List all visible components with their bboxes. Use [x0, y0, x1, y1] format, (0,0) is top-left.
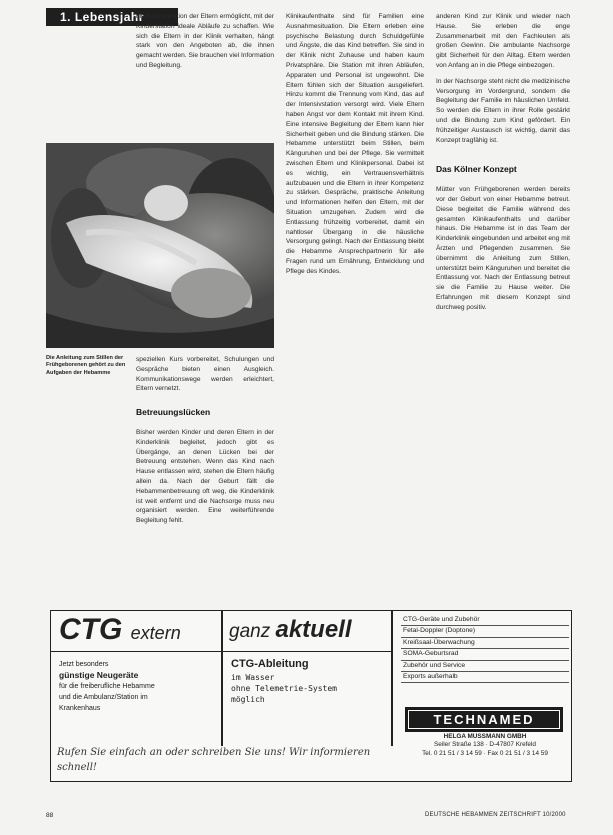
- divider: [221, 611, 223, 746]
- ad-feature: [231, 657, 386, 705]
- list-item: Zubehör und Service: [401, 661, 569, 672]
- photo-caption: Die Anleitung zum Stillen der Frühgeborenen gehört zu den Aufgaben der Hebamme: [46, 355, 126, 376]
- ad-ctg-logo: [59, 613, 181, 647]
- paragraph: speziellen Kurs vorbereitet, Schulungen und Gespräche bieten einen Ausgleich. Kommunikationswege werden erleichtert, Eltern vernetzt.: [136, 356, 274, 393]
- divider: [391, 611, 393, 746]
- feature-line: ohne Telemetrie-System: [231, 684, 337, 693]
- company-phone: Tel. 0 21 51 / 3 14 59 · Fax 0 21 51 / 3 14 59: [422, 749, 548, 757]
- ganz-text: ganz: [229, 621, 271, 642]
- paragraph: Klinikaufenthalte sind für Familien eine Ausnahmesituation. Die Eltern erleben eine psychische Belastung durch Schuldgefühle und Ängste, die das Kind betreffen. Sie sind in der Klinik nicht Zuhause und haben kaum Privatsphäre. Die Station mit ihren Abläufen, Apparaten und Personal ist ungewohnt. Die Eltern fühlen sich der Situation ausgeliefert. Hinzu kommt die Trennung vom Kind, das auf der Intensivstation versorgt wird. Viele Eltern haben Angst vor dem Kontakt mit ihrem Kind. Eine intensive Begleitung der Eltern kann hier Sicherheit geben und die Bindung stärken. Die Hebamme unterstützt beim Stillen, beim Känguruhen und bei der Pflege. Sie vermittelt zwischen Eltern und Klinikpersonal. Dabei ist es wichtig, ein Vertrauensverhältnis aufzubauen und die Eltern in ihrer Kompetenz zu stärken. Gespräche, praktische Anleitung und Informationen helfen den Eltern, mit der Situation umzugehen. Zudem wird die Entlassung frühzeitig vorbereitet, damit ein nahtloser Übergang in die häusliche Versorgung gelingt. Nach der Entlassung bleibt die Hebamme Ansprechpartnerin für alle Fragen rund um Ernährung, Entwicklung und Pflege des Kindes.: [286, 13, 424, 275]
- offer-line: Krankenhaus: [59, 705, 101, 712]
- paragraph: anderen Kind zur Klinik und wieder nach Hause. Sie erleben die enge Zusammenarbeit mit den Fachleuten als großen Gewinn. Die ambulante Nachsorge gibt Sicherheit für den Alltag. Eltern werden von Anfang an in die Pflege einbezogen.: [436, 13, 570, 69]
- column-2: [286, 12, 424, 277]
- magazine-name: DEUTSCHE HEBAMMEN ZEITSCHRIFT 10/2000: [425, 812, 566, 818]
- aktuell-text: aktuell: [275, 616, 352, 643]
- page-number: 88: [46, 812, 54, 819]
- offer-headline: günstige Neugeräte: [59, 670, 139, 680]
- feature-line: möglich: [231, 695, 265, 704]
- company-address: Seiler Straße 138 · D-47807 Krefeld: [434, 741, 536, 749]
- ad-ganz-aktuell: [229, 616, 352, 644]
- paragraph: In der Nachsorge steht nicht die medizinische Versorgung im Vordergrund, sondern die Begleitung der Familie im häuslichen Umfeld. So werden die Eltern in ihrer Rolle gestärkt und die Bindung zum Kind gefördert. Ein frühzeitiger Austausch ist wichtig, damit das Konzept tragfähig ist.: [436, 77, 570, 144]
- column-1-top: [136, 12, 274, 71]
- section-tab: 1. Lebensjahr: [46, 8, 178, 26]
- technamed-logo: TECHNAMED: [405, 707, 563, 732]
- ad-handwritten-slogan: Rufen Sie einfach an oder schreiben Sie uns! Wir informieren schnell!: [57, 747, 371, 773]
- list-item: CTG-Geräte und Zubehör: [401, 615, 569, 626]
- ad-product-list: [401, 615, 569, 683]
- company-name: HELGA MUSSMANN GMBH: [443, 733, 527, 740]
- photo-illustration: [46, 143, 274, 348]
- heading-koelner-konzept: Das Kölner Konzept: [436, 164, 517, 175]
- offer-line: Jetzt besonders: [59, 661, 109, 668]
- list-item: SOMA-Geburtsrad: [401, 649, 569, 660]
- paragraph: Bisher werden Kinder und deren Eltern in der Kinderklinik begleitet, jedoch gibt es Übergänge, an denen Lücken bei der Betreuung entstehen. Wenn das Kind nach Hause entlassen wird, stehen die Eltern häufig allein da. Nach der Geburt fällt die Hebammenbetreuung oft weg, die Kinderklinik ist weit entfernt und die Nachsorge muss neu organisiert werden. Eine weiterführende Begleitung fehlt.: [136, 428, 274, 525]
- offer-line: und die Ambulanz/Station im: [59, 694, 148, 701]
- feature-title: CTG-Ableitung: [231, 658, 309, 670]
- offer-line: für die freiberufliche Hebamme: [59, 683, 155, 690]
- feature-line: im Wasser: [231, 673, 275, 682]
- list-item: Exports außerhalb: [401, 672, 569, 683]
- heading-betreuungsluecken: Betreuungslücken: [136, 407, 211, 418]
- ad-offer: [59, 659, 214, 714]
- column-3: [436, 12, 570, 313]
- paragraph: Mütter von Frühgeborenen werden bereits vor der Geburt von einer Hebamme betreut. Diese begleitet die Familie während des gesamten Klinikaufenthalts und darüber hinaus. Die Hebamme ist in das Team der Kinderklinik eingebunden und arbeitet eng mit Ärzten und Pflegenden zusammen. Sie übernimmt die Anleitung zum Stillen, unterstützt beim Känguruhen und bereitet die Entlassung vor. Nach der Entlassung betreut sie die Familie zu Hause weiter. Die Erfahrungen mit diesem Konzept sind durchweg positiv.: [436, 186, 570, 311]
- photo-breastfeeding: [46, 143, 274, 348]
- paragraph: die Konzentration der Eltern ermöglicht, mit der Kinderstation ideale Abläufe zu schaffen. Wie sich die Eltern in der Klinik verhalten, hängt stark von den Angeboten ab, die ihnen gemacht werden. Sie brauchen viel Information und Begleitung.: [136, 13, 274, 69]
- list-item: Kreißsaal-Überwachung: [401, 638, 569, 649]
- column-1-bottom: [136, 355, 274, 526]
- ctg-text: CTG: [59, 613, 123, 646]
- company-info: [401, 733, 569, 758]
- advertisement-ctg: [50, 610, 572, 782]
- list-item: Fetal-Doppler (Doptone): [401, 626, 569, 637]
- ctg-extern-text: extern: [130, 623, 181, 643]
